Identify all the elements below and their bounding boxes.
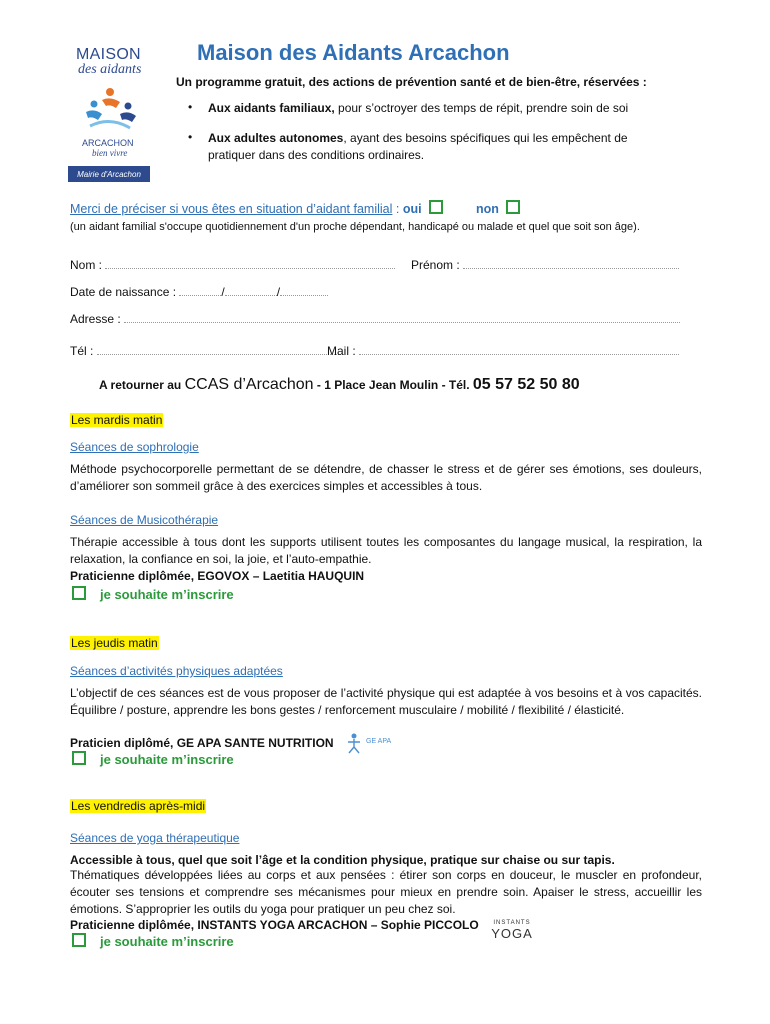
nom-field[interactable] xyxy=(105,258,395,269)
logo-bien-vivre-text: bien vivre xyxy=(92,148,128,158)
non-label: non xyxy=(476,202,499,216)
phone-number: 05 57 52 50 80 xyxy=(472,376,580,393)
inscrire-mardi[interactable] xyxy=(72,586,234,602)
mail-row xyxy=(327,344,679,358)
apa-praticien: Praticien diplômé, GE APA SANTE NUTRITION xyxy=(70,736,334,750)
date-label: Date de naissance : xyxy=(70,285,177,299)
day-mardi: Les mardis matin xyxy=(71,413,163,427)
inscrire-vendredi-label: je souhaite m’inscrire xyxy=(100,934,234,949)
tel-field[interactable] xyxy=(97,344,341,355)
bullet-adultes-bold: Aux adultes autonomes xyxy=(208,131,344,145)
return-address: A retourner au CCAS d’Arcachon - 1 Place Jean Moulin - Tél. 05 57 52 50 80 xyxy=(99,376,580,393)
logo-figures-icon xyxy=(80,86,140,134)
date-day-field[interactable] xyxy=(179,285,221,296)
instants-logo-bottom: YOGA xyxy=(491,926,533,941)
date-row: Date de naissance : / / xyxy=(70,285,328,299)
yoga-praticien: Praticienne diplômée, INSTANTS YOGA ARCACHON – Sophie PICCOLO xyxy=(70,918,479,932)
tel-row xyxy=(70,344,341,358)
oui-checkbox[interactable] xyxy=(429,200,443,214)
nom-label: Nom : xyxy=(70,258,103,272)
date-year-field[interactable] xyxy=(280,285,328,296)
checkbox-icon[interactable] xyxy=(72,586,86,600)
sophrologie-text: Méthode psychocorporelle permettant de se détendre, de chasser le stress et de gérer ses émotions, ses douleurs, d’améliorer son sommeil grâce à des exercices simples et accessibles à tous. xyxy=(70,462,702,493)
adresse-row xyxy=(70,312,680,326)
logo-arcachon-text: ARCACHON xyxy=(82,138,134,148)
bullet-aidants-bold: Aux aidants familiaux, xyxy=(208,101,335,115)
apa-title: Séances d’activités physiques adaptées xyxy=(70,664,283,678)
inscrire-jeudi-label: je souhaite m’inscrire xyxy=(100,752,234,767)
non-checkbox[interactable] xyxy=(506,200,520,214)
ge-apa-logo-text: GE APA xyxy=(366,738,392,745)
instants-yoga-logo xyxy=(490,920,534,948)
inscrire-jeudi[interactable] xyxy=(72,751,234,767)
day-jeudi: Les jeudis matin xyxy=(71,636,158,650)
oui-label: oui xyxy=(402,202,422,216)
apa-text: L’objectif de ces séances est de vous proposer de l’activité physique qui est adaptée à vos besoins et à vos capacités. Équilibre / posture, apprendre les bons gestes / renforcement musculaire / mobilité / flexibilité / élasticité. xyxy=(70,686,702,717)
intro-text: Un programme gratuit, des actions de prévention santé et de bien-être, réservées : xyxy=(176,75,647,89)
nom-row xyxy=(70,258,395,272)
musicotherapie-praticien: Praticienne diplômée, EGOVOX – Laetitia HAUQUIN xyxy=(70,569,365,583)
prenom-row xyxy=(411,258,679,272)
inscrire-mardi-label: je souhaite m’inscrire xyxy=(100,587,234,602)
ge-apa-figure-icon xyxy=(344,732,364,754)
bullet-aidants-text: pour s’octroyer des temps de répit, prendre soin de soi xyxy=(334,101,629,115)
logo-maison-text: MAISON xyxy=(76,46,141,63)
sophrologie-title: Séances de sophrologie xyxy=(70,440,199,454)
adresse-field[interactable] xyxy=(124,312,680,323)
checkbox-icon[interactable] xyxy=(72,933,86,947)
yoga-title: Séances de yoga thérapeutique xyxy=(70,831,240,845)
inscrire-vendredi[interactable] xyxy=(72,933,234,949)
musicotherapie-title: Séances de Musicothérapie xyxy=(70,513,219,527)
prenom-field[interactable] xyxy=(463,258,679,269)
instants-logo-top: INSTANTS xyxy=(493,920,531,926)
logo-aidants-text: des aidants xyxy=(78,62,142,77)
adresse-label: Adresse : xyxy=(70,312,121,326)
tel-label: Tél : xyxy=(70,344,94,358)
day-vendredi: Les vendredis après-midi xyxy=(71,799,206,813)
bullet-adultes-text: , ayant des besoins spécifiques qui les empêchent de pratiquer dans des conditions ordinaires. xyxy=(208,131,628,162)
aidant-note: (un aidant familial s'occupe quotidiennement d'un proche dépendant, handicapé ou malade et quel que soit son âge). xyxy=(70,221,640,233)
mail-field[interactable] xyxy=(359,344,679,355)
musicotherapie-text: Thérapie accessible à tous dont les supports utilisent toutes les composantes du langage musical, la respiration, la relaxation, la confiance en soi, la joie, et l’auto-empathie. xyxy=(70,535,702,566)
ge-apa-logo xyxy=(344,732,408,754)
mairie-logo: Mairie d'Arcachon xyxy=(68,166,150,182)
date-month-field[interactable] xyxy=(225,285,277,296)
yoga-accessible: Accessible à tous, quel que soit l’âge et la condition physique, pratique sur chaise ou sur tapis. xyxy=(70,853,615,867)
mail-label: Mail : xyxy=(327,344,356,358)
aidant-question: Merci de préciser si vous êtes en situation d’aidant familial : oui non xyxy=(70,200,520,216)
yoga-text: Thématiques développées liées au corps et aux pensées : étirer son corps en douceur, le muscler en profondeur, écouter ses tensions et comprendre ses mécanismes pour mieux en prendre soin. Apaiser le stress, accueillir les émotions. S’approprier les outils du yoga pour pratiquer un peu chez soi. xyxy=(70,868,702,916)
prenom-label: Prénom : xyxy=(411,258,460,272)
checkbox-icon[interactable] xyxy=(72,751,86,765)
ccas-name: CCAS d’Arcachon xyxy=(184,376,314,393)
aidant-question-text: Merci de préciser si vous êtes en situation d’aidant familial xyxy=(70,202,393,216)
page-title: Maison des Aidants Arcachon xyxy=(197,40,510,65)
